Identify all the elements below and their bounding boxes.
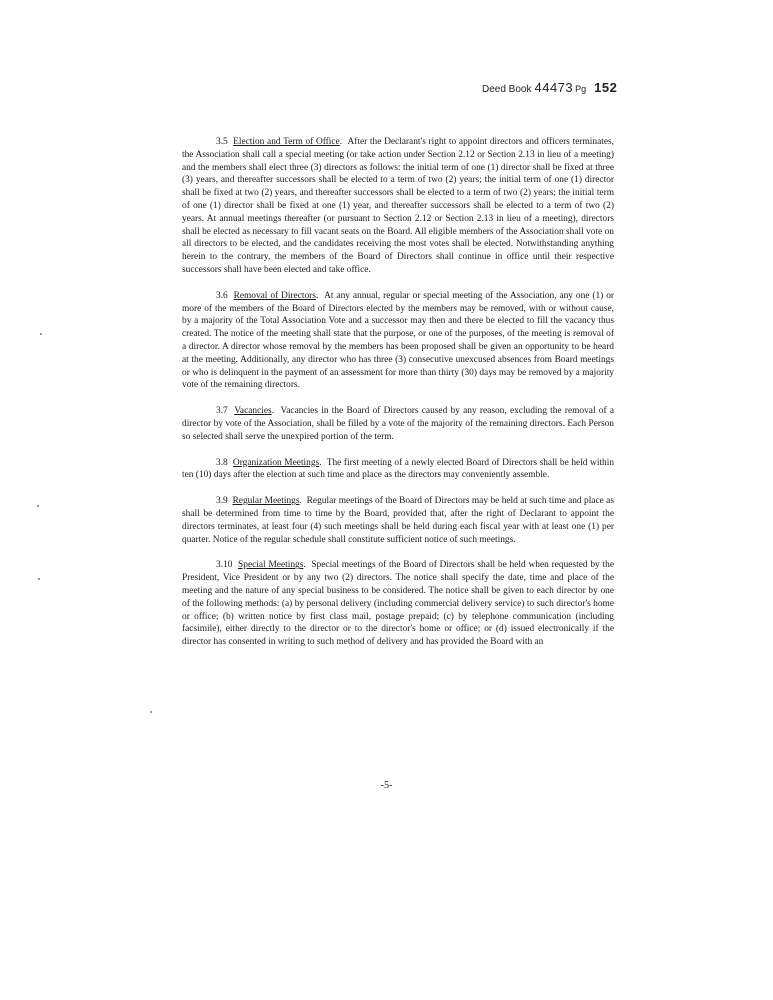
scan-speck xyxy=(150,711,152,713)
section-heading: Removal of Directors xyxy=(233,290,316,301)
scan-speck xyxy=(37,505,39,507)
section-number: 3.6 xyxy=(216,290,228,301)
scan-speck xyxy=(40,333,42,335)
section-heading: Election and Term of Office xyxy=(233,137,340,147)
section-heading: Organization Meetings xyxy=(232,457,320,468)
section-number: 3.8 xyxy=(216,457,228,468)
section-text: Regular meetings of the Board of Directors may be held at such time and place as shall be determined from time to time by the Board, provided that, after the right of Declarant to appoint the directors terminates, at least four (4) such meetings shall be held during each fiscal year with at least one (1) per quarter. Notice of the regular schedule shall constitute sufficient notice of such meetings. xyxy=(182,496,614,545)
section-3-7: 3.7 Vacancies. Vacancies in the Board of Directors caused by any reason, excluding the removal of a director by vote of the Association, shall be filled by a vote of the majority of the remaining directors. Each Person so selected shall serve the unexpired portion of the term. xyxy=(182,406,615,442)
section-heading: Regular Meetings xyxy=(232,496,300,507)
section-text: Vacancies in the Board of Directors caused by any reason, excluding the removal of a director by vote of the Association, shall be filled by a vote of the majority of the remaining directors. Each Person so selected shall serve the unexpired portion of the term. xyxy=(182,406,615,442)
section-3-8: 3.8 Organization Meetings. The first meeting of a newly elected Board of Directors shall be held within ten (10) days after the election at such time and place as the directors may conveniently assemble. xyxy=(182,457,615,481)
section-number: 3.10 xyxy=(216,560,233,571)
page-number-footer: -5- xyxy=(380,780,393,791)
deed-book-stamp xyxy=(482,80,617,95)
section-3-5: 3.5 Election and Term of Office. After the Declarant's right to appoint directors and officers terminates, the Association shall call a special meeting (or take action under Section 2.12 or Section 2.13 in lieu of a meeting) and the members shall elect three (3) directors as follows: the initial term of one (1) director shall be fixed at three (3) years, and thereafter successors shall be elected to a term of two (2) years; the initial term of one (1) director shall be fixed at two (2) years, and thereafter successors shall be elected to a term of two (2) years; the initial term of one (1) director shall be fixed at one (1) year, and thereafter successors shall be elected to a term of two (2) years. At annual meetings thereafter (or pursuant to Section 2.12 or Section 2.13 in lieu of a meeting), directors shall be elected as necessary to fill vacant seats on the Board. All eligible members of the Association shall vote on all directors to be elected, and the candidates receiving the most votes shall be elected. Notwithstanding anything herein to the contrary, the members of the Board of Directors shall continue in office until their respective successors shall have been elected and take office. xyxy=(182,137,614,275)
section-number: 3.5 xyxy=(216,137,228,147)
section-number: 3.7 xyxy=(216,406,228,417)
deed-book-label: Deed Book xyxy=(482,84,532,95)
deed-page-number: 152 xyxy=(594,80,618,95)
document-body xyxy=(182,136,614,662)
scan-speck xyxy=(38,578,40,580)
section-3-6: 3.6 Removal of Directors. At any annual, regular or special meeting of the Association, any one (1) or more of the members of the Board of Directors elected by the members may be removed, with or without cause, by a majority of the Total Association Vote and a successor may then and there be elected to fill the vacancy thus created. The notice of the meeting shall state that the purpose, or one of the purposes, of the meeting is removal of a director. A director whose removal by the members has been proposed shall be given an opportunity to be heard at the meeting. Additionally, any director who has three (3) consecutive unexcused absences from Board meetings or who is delinquent in the payment of an assessment for more than thirty (30) days may be removed by a majority vote of the remaining directors. xyxy=(182,290,615,391)
section-3-9: 3.9 Regular Meetings. Regular meetings of the Board of Directors may be held at such time and place as shall be determined from time to time by the Board, provided that, after the right of Declarant to appoint the directors terminates, at least four (4) such meetings shall be held during each fiscal year with at least one (1) per quarter. Notice of the regular schedule shall constitute sufficient notice of such meetings. xyxy=(182,496,614,545)
section-number: 3.9 xyxy=(216,496,228,507)
section-text: After the Declarant's right to appoint directors and officers terminates, the Association shall call a special meeting (or take action under Section 2.12 or Section 2.13 in lieu of a meeting) and the members shall elect three (3) directors as follows: the initial term of one (1) director shall be fixed at three (3) years, and thereafter successors shall be elected to a term of two (2) years; the initial term of one (1) director shall be fixed at two (2) years, and thereafter successors shall be elected to a term of two (2) years; the initial term of one (1) director shall be fixed at one (1) year, and thereafter successors shall be elected to a term of two (2) years. At annual meetings thereafter (or pursuant to Section 2.12 or Section 2.13 in lieu of a meeting), directors shall be elected as necessary to fill vacant seats on the Board. All eligible members of the Association shall vote on all directors to be elected, and the candidates receiving the most votes shall be elected. Notwithstanding anything herein to the contrary, the members of the Board of Directors shall continue in office until their respective successors shall have been elected and take office. xyxy=(182,137,614,275)
section-text: Special meetings of the Board of Directors shall be held when requested by the President, Vice President or by any two (2) directors. The notice shall specify the date, time and place of the meeting and the nature of any special business to be considered. The notice shall be given to each director by one of the following methods: (a) by personal delivery (including commercial delivery service) to such director's home or office; (b) written notice by first class mail, postage prepaid; (c) by telephone communication (including facsimile), either directly to the director or to the director's home or office; or (d) issued electronically if the director has consented in writing to such method of delivery and has provided the Board with an xyxy=(182,560,615,648)
section-heading: Special Meetings xyxy=(238,560,304,571)
section-3-10: 3.10 Special Meetings. Special meetings of the Board of Directors shall be held when requested by the President, Vice President or by any two (2) directors. The notice shall specify the date, time and place of the meeting and the nature of any special business to be considered. The notice shall be given to each director by one of the following methods: (a) by personal delivery (including commercial delivery service) to such director's home or office; (b) written notice by first class mail, postage prepaid; (c) by telephone communication (including facsimile), either directly to the director or to the director's home or office; or (d) issued electronically if the director has consented in writing to such method of delivery and has provided the Board with an xyxy=(182,560,615,648)
section-text: At any annual, regular or special meeting of the Association, any one (1) or more of the members of the Board of Directors elected by the members may be removed, with or without cause, by a majority of the Total Association Vote and a successor may then and there be elected to fill the vacancy thus created. The notice of the meeting shall state that the purpose, or one of the purposes, of the meeting is removal of a director. A director whose removal by the members has been proposed shall be given an opportunity to be heard at the meeting. Additionally, any director who has three (3) consecutive unexcused absences from Board meetings or who is delinquent in the payment of an assessment for more than thirty (30) days may be removed by a majority vote of the remaining directors. xyxy=(182,290,615,391)
section-heading: Vacancies xyxy=(234,406,272,417)
section-text: The first meeting of a newly elected Board of Directors shall be held within ten (10) days after the election at such time and place as the directors may conveniently assemble. xyxy=(182,457,615,481)
pg-label: Pg xyxy=(575,84,587,94)
deed-book-number: 44473 xyxy=(534,80,574,95)
